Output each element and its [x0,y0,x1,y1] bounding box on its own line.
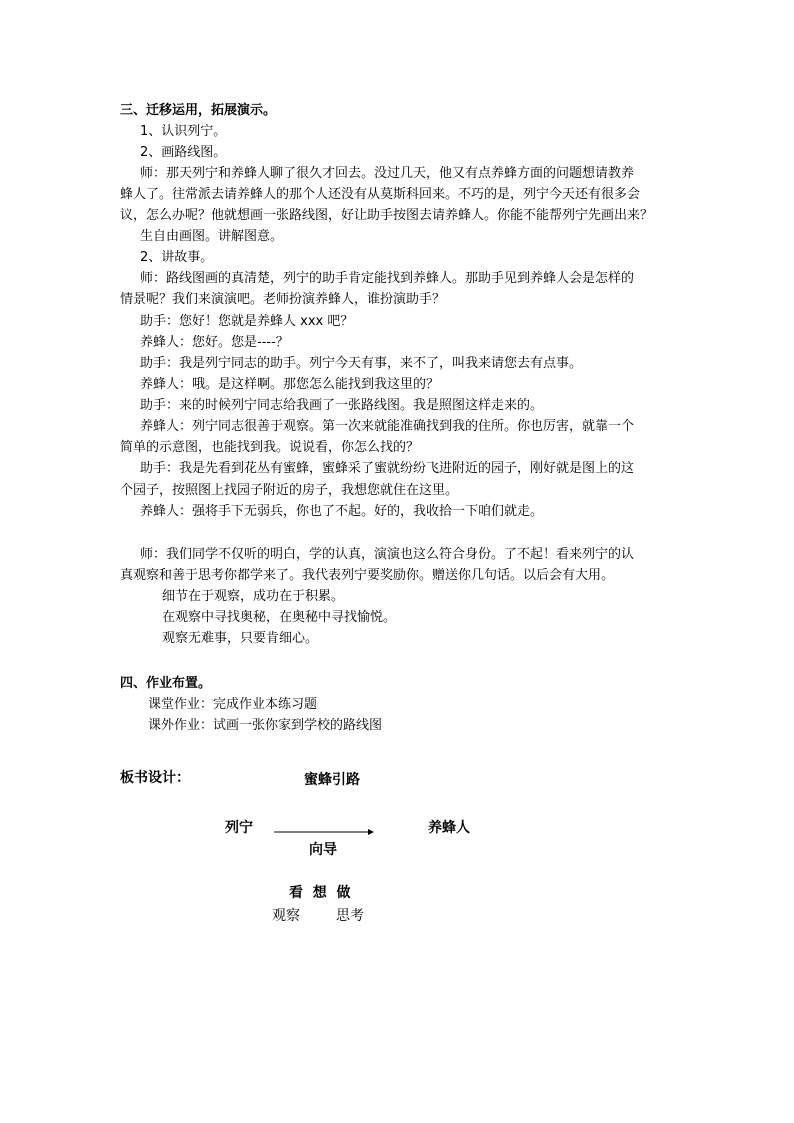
para1-line3: 议，怎么办呢？他就想画一张路线图，好让助手按图去请养蜂人。你能不能帮列宁先画出来？ [120,208,654,223]
dialogue-line: 养蜂人：您好。您是----？ [140,335,289,350]
section3-heading: 三、迁移运用，拓展演示。 [120,103,277,118]
board-word-think: 思考 [336,908,364,924]
item-2: 2、画路线图。 [140,145,227,160]
board-arrow-icon [274,827,374,837]
dialogue-line: 助手：我是列宁同志的助手。列宁今天有事，来不了，叫我来请您去有点事。 [140,356,583,371]
board-actions: 看 想 做 [289,885,351,901]
board-word-observe: 观察 [272,908,300,924]
board-label: 板书设计： [120,770,190,786]
para6-line2: 真观察和善于思考你都学来了。我代表列宁要奖励你。赠送你几句话。以后会有大用。 [120,568,615,583]
para6-line1: 师：我们同学不仅听的明白，学的认真，演演也这么符合身份。了不起！看来列宁的认 [140,547,635,562]
board-left-node: 列宁 [225,820,253,836]
para5-line: 养蜂人：强将手下无弱兵，你也了不起。好的，我收拾一下咱们就走。 [140,504,544,519]
dialogue-line: 养蜂人：哦。是这样啊。那您怎么能找到我这里的？ [140,377,440,392]
saying: 在观察中寻找奥秘，在奥秘中寻找愉悦。 [162,610,397,625]
board-title: 蜜蜂引路 [304,772,360,788]
saying: 细节在于观察，成功在于积累。 [162,589,345,604]
dialogue-line: 助手：来的时候列宁同志给我画了一张路线图。我是照图这样走来的。 [140,398,544,413]
item-3: 2、讲故事。 [140,250,214,265]
saying: 观察无难事，只要肯细心。 [162,631,319,646]
section4-heading: 四、作业布置。 [120,676,212,691]
free-draw-line: 生自由画图。讲解图意。 [140,229,284,244]
board-arrow-label: 向导 [309,842,337,858]
para1-line1: 师：那天列宁和养蜂人聊了很久才回去。没过几天，他又有点养蜂方面的问题想请教养 [140,166,635,181]
board-right-node: 养蜂人 [428,820,470,836]
homework-item: 课堂作业：完成作业本练习题 [148,697,318,712]
dialogue-line: 助手：您好！您就是养蜂人 xxx 吧？ [140,314,354,329]
para3-line1: 养蜂人：列宁同志很善于观察。第一次来就能准确找到我的住所。你也厉害，就靠一个 [140,419,635,434]
para2-line1: 师：路线图画的真清楚，列宁的助手肯定能找到养蜂人。那助手见到养蜂人会是怎样的 [140,271,635,286]
para4-line1: 助手：我是先看到花丛有蜜蜂，蜜蜂采了蜜就纷纷飞进附近的园子，刚好就是图上的这 [140,461,635,476]
homework-item: 课外作业：试画一张你家到学校的路线图 [148,718,383,733]
item-1: 1、认识列宁。 [140,124,227,139]
para2-line2: 情景呢？我们来演演吧。老师扮演养蜂人，谁扮演助手？ [120,292,446,307]
para4-line2: 个园子，按照图上找园子附近的房子，我想您就住在这里。 [120,483,459,498]
para3-line2: 简单的示意图，也能找到我。说说看，你怎么找的？ [120,440,420,455]
para1-line2: 蜂人了。往常派去请养蜂人的那个人还没有从莫斯科回来。不巧的是，列宁今天还有很多会 [120,187,641,202]
